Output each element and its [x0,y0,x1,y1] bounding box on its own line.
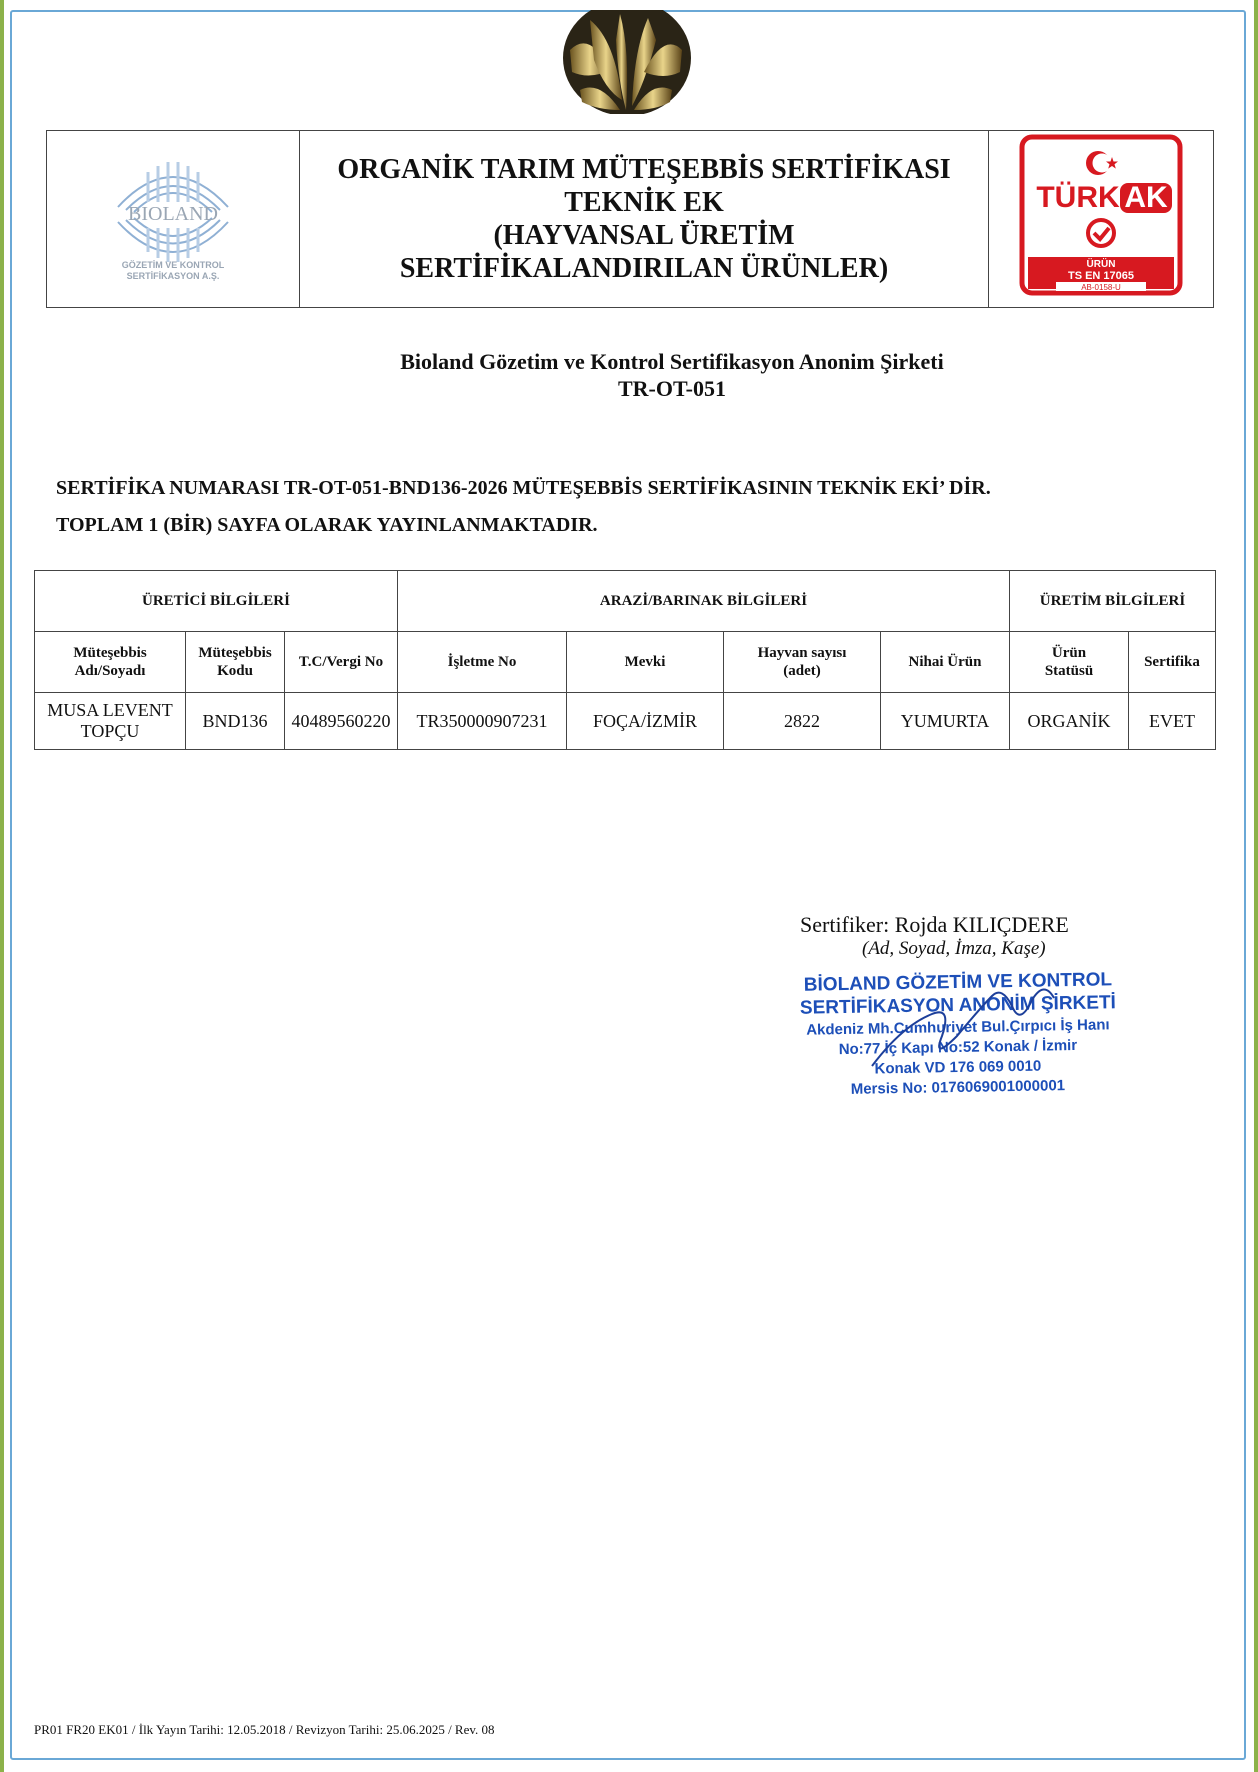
company-code: TR-OT-051 [618,376,726,401]
column-header: İşletme No [398,632,567,693]
column-header: Nihai Ürün [881,632,1010,693]
cell-product: YUMURTA [881,693,1010,750]
title-line: SERTİFİKALANDIRILAN ÜRÜNLER) [399,253,889,284]
certifier-subtitle: (Ad, Soyad, İmza, Kaşe) [862,938,1046,959]
right-edge-strip [1254,0,1258,1772]
stamp-line: BİOLAND GÖZETİM VE KONTROL [803,969,1113,996]
column-header: Ürün Statüsü [1010,632,1129,693]
company-block [0,348,1258,402]
cell-location: FOÇA/İZMİR [567,693,724,750]
footer-text: PR01 FR20 EK01 / İlk Yayın Tarihi: 12.05.2018 / Revizyon Tarihi: 25.06.2025 / Rev. 08 [34,1722,495,1737]
logo-subtitle-1: GÖZETİM VE KONTROL [121,259,225,270]
column-header: Hayvan sayısı (adet) [724,632,881,693]
logo-name: BIOLAND [128,202,218,225]
bioland-logo-icon [98,152,248,282]
intro-line-1: SERTİFİKA NUMARASI TR-OT-051-BND136-2026 MÜTEŞEBBİS SERTİFİKASININ TEKNİK EKİ’ DİR. [56,477,991,499]
intro-line-2: TOPLAM 1 (BİR) SAYFA OLARAK YAYINLANMAKTADIR. [56,514,598,536]
document-title [300,131,989,308]
stamp-line: Konak VD 176 069 0010 [874,1057,1042,1078]
group-header: ARAZİ/BARINAK BİLGİLERİ [398,571,1010,632]
certifier-name: Sertifiker: Rojda KILIÇDERE [800,912,1069,937]
logo-subtitle-2: SERTİFİKASYON A.Ş. [126,270,220,281]
cell-tax-no: 40489560220 [285,693,398,750]
products-table [34,570,1216,750]
cell-certificate: EVET [1129,693,1216,750]
cell-animal-count: 2822 [724,693,881,750]
turkak-code: AB-0158-U [1081,282,1121,292]
cell-status: ORGANİK [1010,693,1129,750]
intro-block [56,470,991,544]
turkak-label-1: ÜRÜN [1086,258,1116,270]
svg-text:AK: AK [1124,180,1168,214]
bioland-logo-cell [47,131,300,308]
turkak-logo-icon [1016,133,1186,301]
turkak-label-2: TS EN 17065 [1067,269,1135,282]
group-header: ÜRETİM BİLGİLERİ [1010,571,1216,632]
table-row [35,693,1216,750]
company-name: Bioland Gözetim ve Kontrol Sertifikasyon Anonim Şirketi [400,349,944,374]
title-line: (HAYVANSAL ÜRETİM [493,220,795,251]
stamp-line: SERTİFİKASYON ANONİM ŞİRKETİ [799,992,1117,1019]
company-stamp [782,966,1134,1106]
cell-facility-no: TR350000907231 [398,693,567,750]
column-header: Sertifika [1129,632,1216,693]
column-header-row [35,632,1216,693]
column-header: Müteşebbis Adı/Soyadı [35,632,186,693]
stamp-line: Akdeniz Mh.Cumhuriyet Bul.Çırpıcı İş Hanı [806,1016,1110,1039]
cell-name: MUSA LEVENT TOPÇU [35,693,186,750]
header-table [46,130,1214,308]
svg-text:TÜRK: TÜRK [1036,180,1120,214]
column-header: T.C/Vergi No [285,632,398,693]
gold-emblem-icon [560,10,694,114]
turkak-logo-cell [989,131,1214,308]
group-header-row [35,571,1216,632]
title-line: TEKNİK EK [564,187,724,218]
group-header: ÜRETİCİ BİLGİLERİ [35,571,398,632]
cell-code: BND136 [186,693,285,750]
column-header: Mevki [567,632,724,693]
left-edge-strip [0,0,4,1772]
column-header: Müteşebbis Kodu [186,632,285,693]
title-line: ORGANİK TARIM MÜTEŞEBBİS SERTİFİKASI [337,154,951,185]
stamp-line: Mersis No: 0176069001000001 [850,1077,1066,1098]
stamp-line: No:77 İç Kapı No:52 Konak / İzmir [838,1036,1078,1059]
